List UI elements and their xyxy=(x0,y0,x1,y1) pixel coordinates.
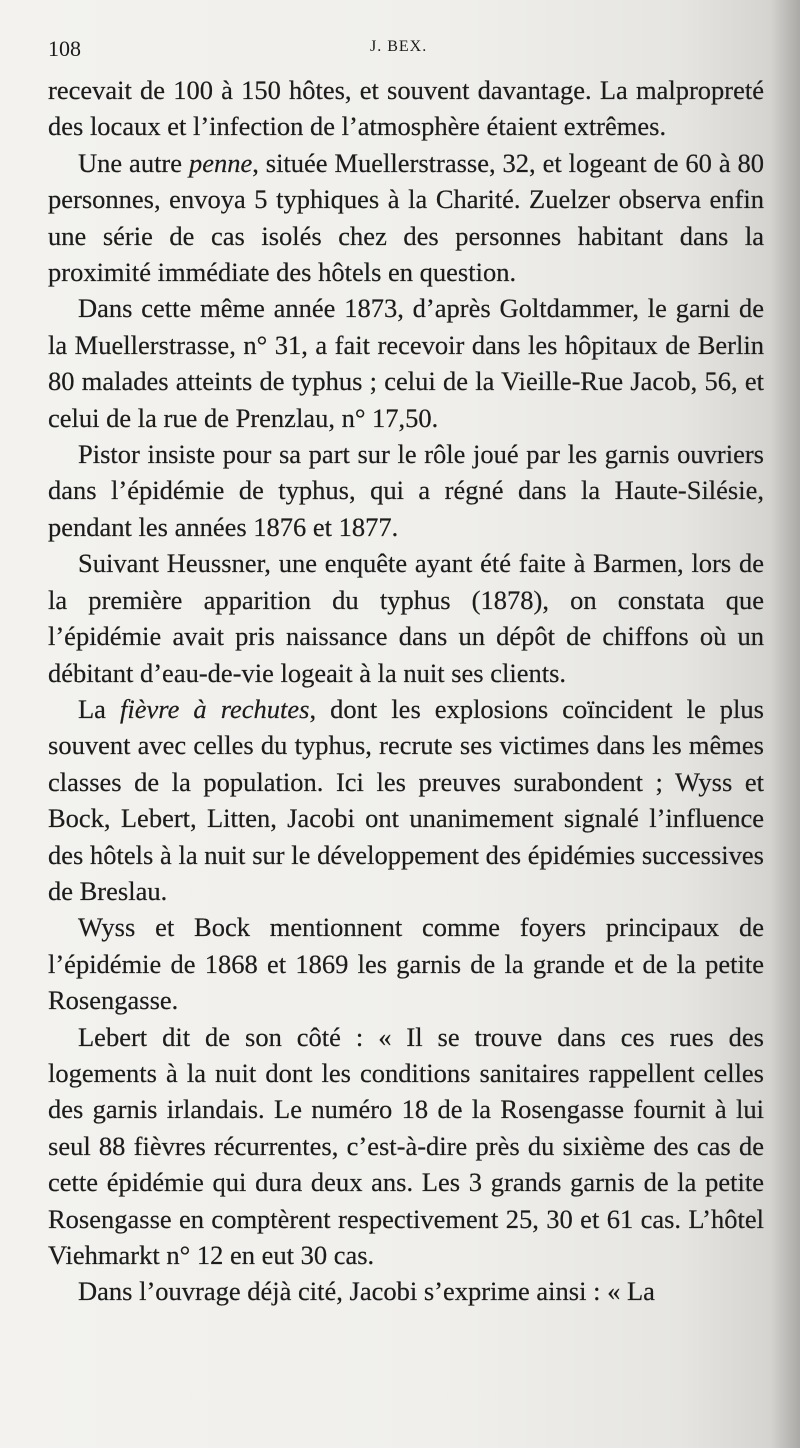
paragraph xyxy=(48,290,764,436)
text-segment: Une autre xyxy=(78,147,189,178)
text-segment: La xyxy=(78,693,120,724)
text-segment: Pistor insiste pour sa part sur le rôle joué par les garnis ouvriers dans l’épidémie de typhus, qui a régné dans la Haute-Silésie, pendant les années 1876 et 1877. xyxy=(48,439,764,542)
paragraph xyxy=(48,145,764,291)
page-number: 108 xyxy=(48,36,81,61)
text-segment: Wyss et Bock mentionnent comme foyers principaux de l’épidémie de 1868 et 1869 les garnis de la grande et de la petite Rosengasse. xyxy=(48,912,764,1016)
text-segment: Dans l’ouvrage déjà cité, Jacobi s’exprime ainsi : « La xyxy=(78,1276,655,1307)
text-segment: Dans cette même année 1873, d’après Goltdammer, le garni de la Muellerstrasse, n° 31, a fait recevoir dans les hôpitaux de Berlin 80 malades atteints de typhus ; celui de la Vieille-Rue Jacob, 56, et celui de la rue de Prenzlau, n° 17,50. xyxy=(48,293,764,433)
text-segment: recevait de 100 à 150 hôtes, et souvent davantage. La malpropreté des locaux et l’infection de l’atmosphère étaient extrêmes. xyxy=(48,75,764,142)
paragraph xyxy=(48,1019,764,1274)
text-segment: Lebert dit de son côté : « Il se trouve dans ces rues des logements à la nuit dont les conditions sanitaires rappellent celles des garnis irlandais. Le numéro 18 de la Rosengasse fournit à lui seul 88 fièvres récurrentes, c’est-à-dire près du sixième des cas de cette épidémie qui dura deux ans. Les 3 grands garnis de la petite Rosengasse en comptèrent respectivement 25, 30 et 61 cas. L’hôtel Viehmarkt n° 12 en eut 30 cas. xyxy=(48,1021,764,1270)
paragraph xyxy=(48,545,764,691)
page-edge-shadow xyxy=(770,0,800,1448)
paragraph xyxy=(48,72,764,145)
italic-text: penne xyxy=(188,147,253,178)
italic-text: fièvre à rechutes xyxy=(120,693,310,724)
text-segment: , située Muellerstrasse, 32, et logeant de 60 à 80 personnes, envoya 5 typhiques à la Charité. Zuelzer observa enfin une série de cas isolés chez des personnes habitant dans la proximité immédiate des hôtels en question. xyxy=(48,147,764,288)
body-text xyxy=(48,72,764,1310)
page-header xyxy=(48,36,760,66)
running-head: J. BEX. xyxy=(370,38,428,55)
text-segment: , dont les explosions coïncident le plus souvent avec celles du typhus, recrute ses victimes dans les mêmes classes de la population. Ici les preuves surabondent ; Wyss et Bock, Lebert, Litten, Jacobi ont unanimement signalé l’influence des hôtels à la nuit sur le développement des épidémies successives de Breslau. xyxy=(48,693,764,906)
paragraph xyxy=(48,691,764,909)
paragraph xyxy=(48,1273,764,1309)
paragraph xyxy=(48,909,764,1018)
text-segment: Suivant Heussner, une enquête ayant été faite à Barmen, lors de la première apparition du typhus (1878), on constata que l’épidémie avait pris naissance dans un dépôt de chiffons où un débitant d’eau-de-vie logeait à la nuit ses clients. xyxy=(48,548,764,688)
paragraph xyxy=(48,436,764,545)
